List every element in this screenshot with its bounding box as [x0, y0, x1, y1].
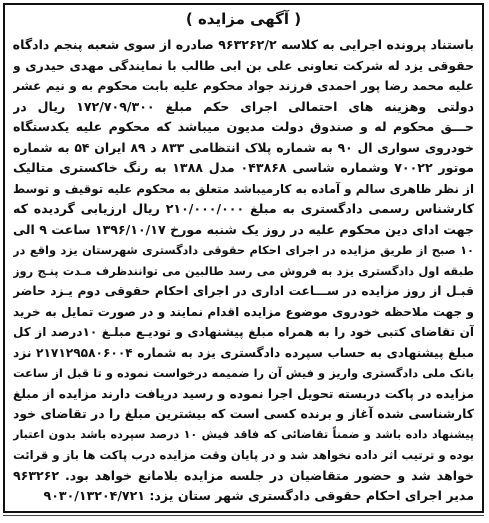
notice-line: پیشنهاد داده باشد و ضمناً تقاضائی که فاقد فیش ۱۰ درصد سپرده باشد بدون اعتبار: [13, 427, 474, 441]
notice-body: [13, 35, 474, 511]
notice-line: کارشناس رسمی دادگستری به مبلغ ۲۱۰/۰۰۰/۰۰۰ ریال ارزیابی گردیده که: [13, 201, 474, 216]
notice-line: طبقه اول دادگستری یزد به فروش می رسد طالبین می توانندظرف مـدت پنـج روز: [13, 263, 474, 278]
notice-title: ( آگهی مزایده ): [185, 10, 302, 28]
page-edge-divider: [3, 515, 484, 522]
notice-line: آن تقاضای کتبی خود را به همراه مبلغ پیشنهادی و تودیـع مبلـغ ۱۰درصد از کل: [13, 325, 474, 339]
notice-line: بوده و ترتیب اثر داده نخواهد شد و در پایان وقت مزایده درب پاکت ها باز و قرائت: [13, 448, 474, 462]
notice-line: ۱۰ صبح از طریق مزایده در اجرای احکام حقوقی دادگستری شهرستان یزد واقع در: [13, 243, 474, 257]
notice-line: موتور ۷۰۰۲۲ وشماره شاسی ۰۴۳۸۶۸ مدل ۱۳۸۸ به رنگ خاکستری متالیک: [13, 160, 474, 175]
notice-signature-line: مدیر اجرای احکام حقوقی دادگستری شهر ستان یزد: ۹۰۳۰/۱۳۲۰۴/۷۲۱: [43, 488, 474, 503]
notice-line: حقوقی یزد له شرکت تعاونی علی بن ابی طالب با نمایندگی مهدی حیدری و: [13, 57, 474, 73]
notice-line: مبلغ پیشنهادی به حساب سپرده دادگستری یزد به شماره ۲۱۷۱۲۹۵۸۰۶۰۰۴ نزد: [13, 345, 474, 360]
notice-line: بانک ملی دادگستری واریز و فیش آن را ضمیمه درخواست نموده و تا قبل از ساعت: [13, 366, 474, 380]
notice-line: علیه محمد رضا پور احمدی فرزند جواد محکوم علیه بابت محکوم به و نیم عشر: [13, 79, 474, 93]
notice-line: کارشناسی شده آغاز و برنده کسی است که بیشترین مبلغ را در تقاضای خود: [13, 406, 474, 421]
auction-notice: [3, 3, 484, 513]
notice-line: و جهت ملاحظه خودروی موضوع مزایده اقدام نمایند و در صورت تمایل به خرید: [13, 304, 474, 319]
notice-line: دولتی وهزینه های احتمالی اجرای حکم مبلغ ۱۷۲/۷۰۹/۳۰۰ ریال در: [13, 98, 474, 114]
notice-line: مزایده در پاکت دربسته تحویل اجرا نموده و رسید دریافت دارند مزایده از مبلغ: [13, 386, 474, 401]
notice-line: حـــق محکوم له و صندوق دولت مدیون میباشد که محکوم علیه یکدستگاه: [13, 119, 474, 134]
notice-line: خودروی سواری ال ۹۰ به شماره پلاک انتظامی ۸۳۳ د ۸۹ ایران ۵۴ به شماره: [13, 139, 474, 155]
notice-line: از نظر ظاهری سالم و آماده به کارمیباشد متعلق به محکوم علیه توقیف و توسط: [13, 181, 474, 196]
notice-line: باستناد پرونده اجرایی به کلاسه ۹۶۳۲۶۲/۲ صادره از سوی شعبه پنجم دادگاه: [13, 37, 474, 52]
notice-line: قبـل از روز مزایده در ســـاعت اداری در اجرای احکام حقوقی دوم یـزد حاضر: [13, 284, 474, 298]
notice-line: جهت ادای دین محکوم علیه در روز یک شنبه مورخ ۱۳۹۶/۱۰/۱۷ ساعت ۹ الی: [13, 221, 474, 237]
notice-line: خواهد شد و حضور متقاضیان در جلسه مزایده بلامانع خواهد بود. ۹۶۳۲۶۲: [13, 467, 474, 483]
